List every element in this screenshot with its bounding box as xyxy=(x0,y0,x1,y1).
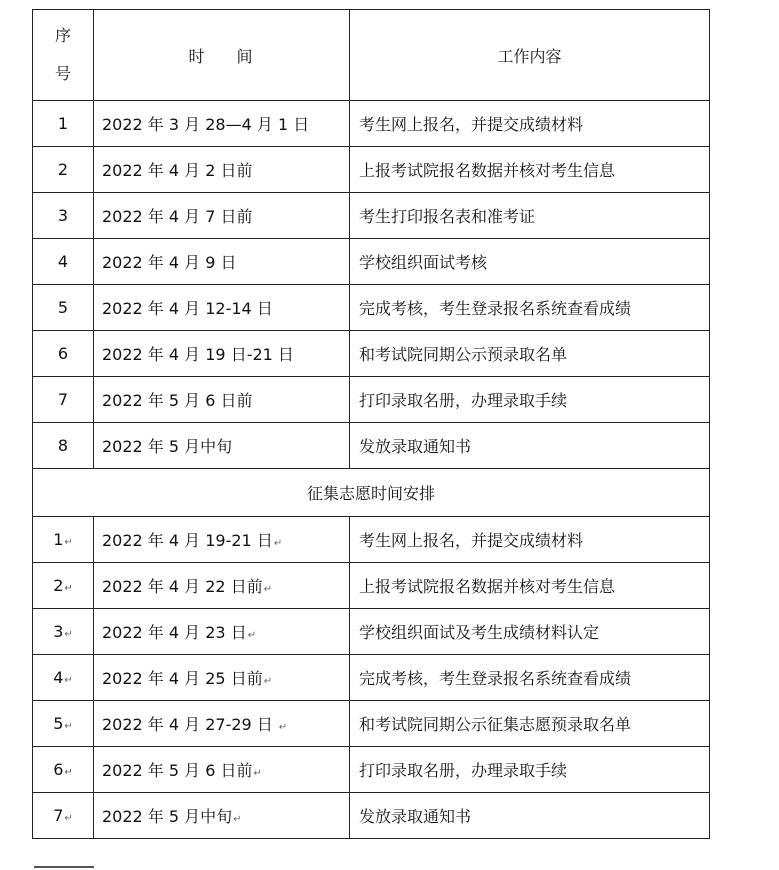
table-row xyxy=(33,147,710,193)
paragraph-mark-icon: ↵ xyxy=(263,584,273,595)
row-seq: 4 xyxy=(33,239,94,285)
header-time-a: 时 xyxy=(188,46,207,66)
row-seq xyxy=(33,655,94,701)
table-row xyxy=(33,655,710,701)
row-seq xyxy=(33,793,94,839)
cropped-footer-fragment xyxy=(34,862,94,870)
table-row xyxy=(33,423,710,469)
table-row xyxy=(33,563,710,609)
header-seq-bottom: 号 xyxy=(54,64,71,83)
table-row xyxy=(33,747,710,793)
paragraph-mark-icon: ↵ xyxy=(64,675,73,686)
row-time xyxy=(94,747,350,793)
row-time: 2022 年 4 月 9 日 xyxy=(94,239,350,285)
section-header-row xyxy=(33,469,710,517)
row-time-text: 2022 年 4 月 25 日前 xyxy=(102,669,263,688)
header-time-b: 间 xyxy=(236,46,255,66)
row-seq xyxy=(33,701,94,747)
row-work: 打印录取名册，办理录取手续 xyxy=(350,747,710,793)
header-work: 工作内容 xyxy=(350,10,710,101)
row-seq-text: 3 xyxy=(53,622,64,641)
row-time-text: 2022 年 4 月 19-21 日 xyxy=(102,531,273,550)
table-row xyxy=(33,331,710,377)
row-seq: 2 xyxy=(33,147,94,193)
table-row xyxy=(33,101,710,147)
row-time xyxy=(94,655,350,701)
table-row xyxy=(33,377,710,423)
row-work: 打印录取名册，办理录取手续 xyxy=(350,377,710,423)
admission-schedule-table xyxy=(32,9,710,839)
row-work: 考生网上报名，并提交成绩材料 xyxy=(350,101,710,147)
row-work: 考生打印报名表和准考证 xyxy=(350,193,710,239)
row-time: 2022 年 4 月 12-14 日 xyxy=(94,285,350,331)
header-seq xyxy=(33,10,94,101)
row-seq: 7 xyxy=(33,377,94,423)
row-seq: 3 xyxy=(33,193,94,239)
paragraph-mark-icon: ↵ xyxy=(233,814,242,825)
table-row xyxy=(33,239,710,285)
row-work: 和考试院同期公示预录取名单 xyxy=(350,331,710,377)
table-row xyxy=(33,193,710,239)
paragraph-mark-icon: ↵ xyxy=(64,629,73,640)
row-time: 2022 年 4 月 2 日前 xyxy=(94,147,350,193)
row-seq-text: 1 xyxy=(53,530,64,549)
row-work: 考生网上报名，并提交成绩材料 xyxy=(350,517,710,563)
row-seq: 6 xyxy=(33,331,94,377)
paragraph-mark-icon: ↵ xyxy=(64,537,73,548)
row-seq-text: 7 xyxy=(53,806,64,825)
row-work: 和考试院同期公示征集志愿预录取名单 xyxy=(350,701,710,747)
row-work: 发放录取通知书 xyxy=(350,423,710,469)
paragraph-mark-icon: ↵ xyxy=(278,722,288,733)
row-seq xyxy=(33,747,94,793)
row-seq-text: 5 xyxy=(53,714,64,733)
row-seq xyxy=(33,517,94,563)
section-title: 征集志愿时间安排 xyxy=(33,469,710,517)
row-time: 2022 年 3 月 28—4 月 1 日 xyxy=(94,101,350,147)
row-work: 学校组织面试及考生成绩材料认定 xyxy=(350,609,710,655)
row-time-text: 2022 年 4 月 27-29 日 xyxy=(102,715,278,734)
row-time-text: 2022 年 5 月中旬 xyxy=(102,807,233,826)
row-seq: 1 xyxy=(33,101,94,147)
row-time xyxy=(94,563,350,609)
header-time xyxy=(94,10,350,101)
row-seq: 5 xyxy=(33,285,94,331)
row-time: 2022 年 4 月 7 日前 xyxy=(94,193,350,239)
table-header-row xyxy=(33,10,710,101)
paragraph-mark-icon: ↵ xyxy=(273,538,283,549)
row-seq: 8 xyxy=(33,423,94,469)
table-row xyxy=(33,609,710,655)
paragraph-mark-icon: ↵ xyxy=(64,583,73,594)
row-time-text: 2022 年 5 月 6 日前 xyxy=(102,761,253,780)
table-row xyxy=(33,517,710,563)
row-time xyxy=(94,701,350,747)
row-work: 完成考核，考生登录报名系统查看成绩 xyxy=(350,285,710,331)
paragraph-mark-icon: ↵ xyxy=(247,630,257,641)
row-seq-text: 6 xyxy=(53,760,64,779)
row-work: 上报考试院报名数据并核对考生信息 xyxy=(350,563,710,609)
row-time-text: 2022 年 4 月 23 日 xyxy=(102,623,247,642)
row-time xyxy=(94,793,350,839)
table-row xyxy=(33,793,710,839)
table-row xyxy=(33,285,710,331)
row-work: 完成考核，考生登录报名系统查看成绩 xyxy=(350,655,710,701)
paragraph-mark-icon: ↵ xyxy=(263,676,273,687)
row-time xyxy=(94,517,350,563)
row-time-text: 2022 年 4 月 22 日前 xyxy=(102,577,263,596)
row-seq xyxy=(33,563,94,609)
row-work: 发放录取通知书 xyxy=(350,793,710,839)
row-time: 2022 年 5 月 6 日前 xyxy=(94,377,350,423)
paragraph-mark-icon: ↵ xyxy=(64,721,73,732)
row-time: 2022 年 4 月 19 日-21 日 xyxy=(94,331,350,377)
row-seq-text: 2 xyxy=(53,576,64,595)
row-seq-text: 4 xyxy=(53,668,64,687)
table-row xyxy=(33,701,710,747)
paragraph-mark-icon: ↵ xyxy=(64,767,73,778)
paragraph-mark-icon: ↵ xyxy=(253,768,262,779)
header-seq-top: 序 xyxy=(54,26,71,45)
row-work: 学校组织面试考核 xyxy=(350,239,710,285)
row-work: 上报考试院报名数据并核对考生信息 xyxy=(350,147,710,193)
row-seq xyxy=(33,609,94,655)
row-time xyxy=(94,609,350,655)
row-time: 2022 年 5 月中旬 xyxy=(94,423,350,469)
paragraph-mark-icon: ↵ xyxy=(64,813,73,824)
